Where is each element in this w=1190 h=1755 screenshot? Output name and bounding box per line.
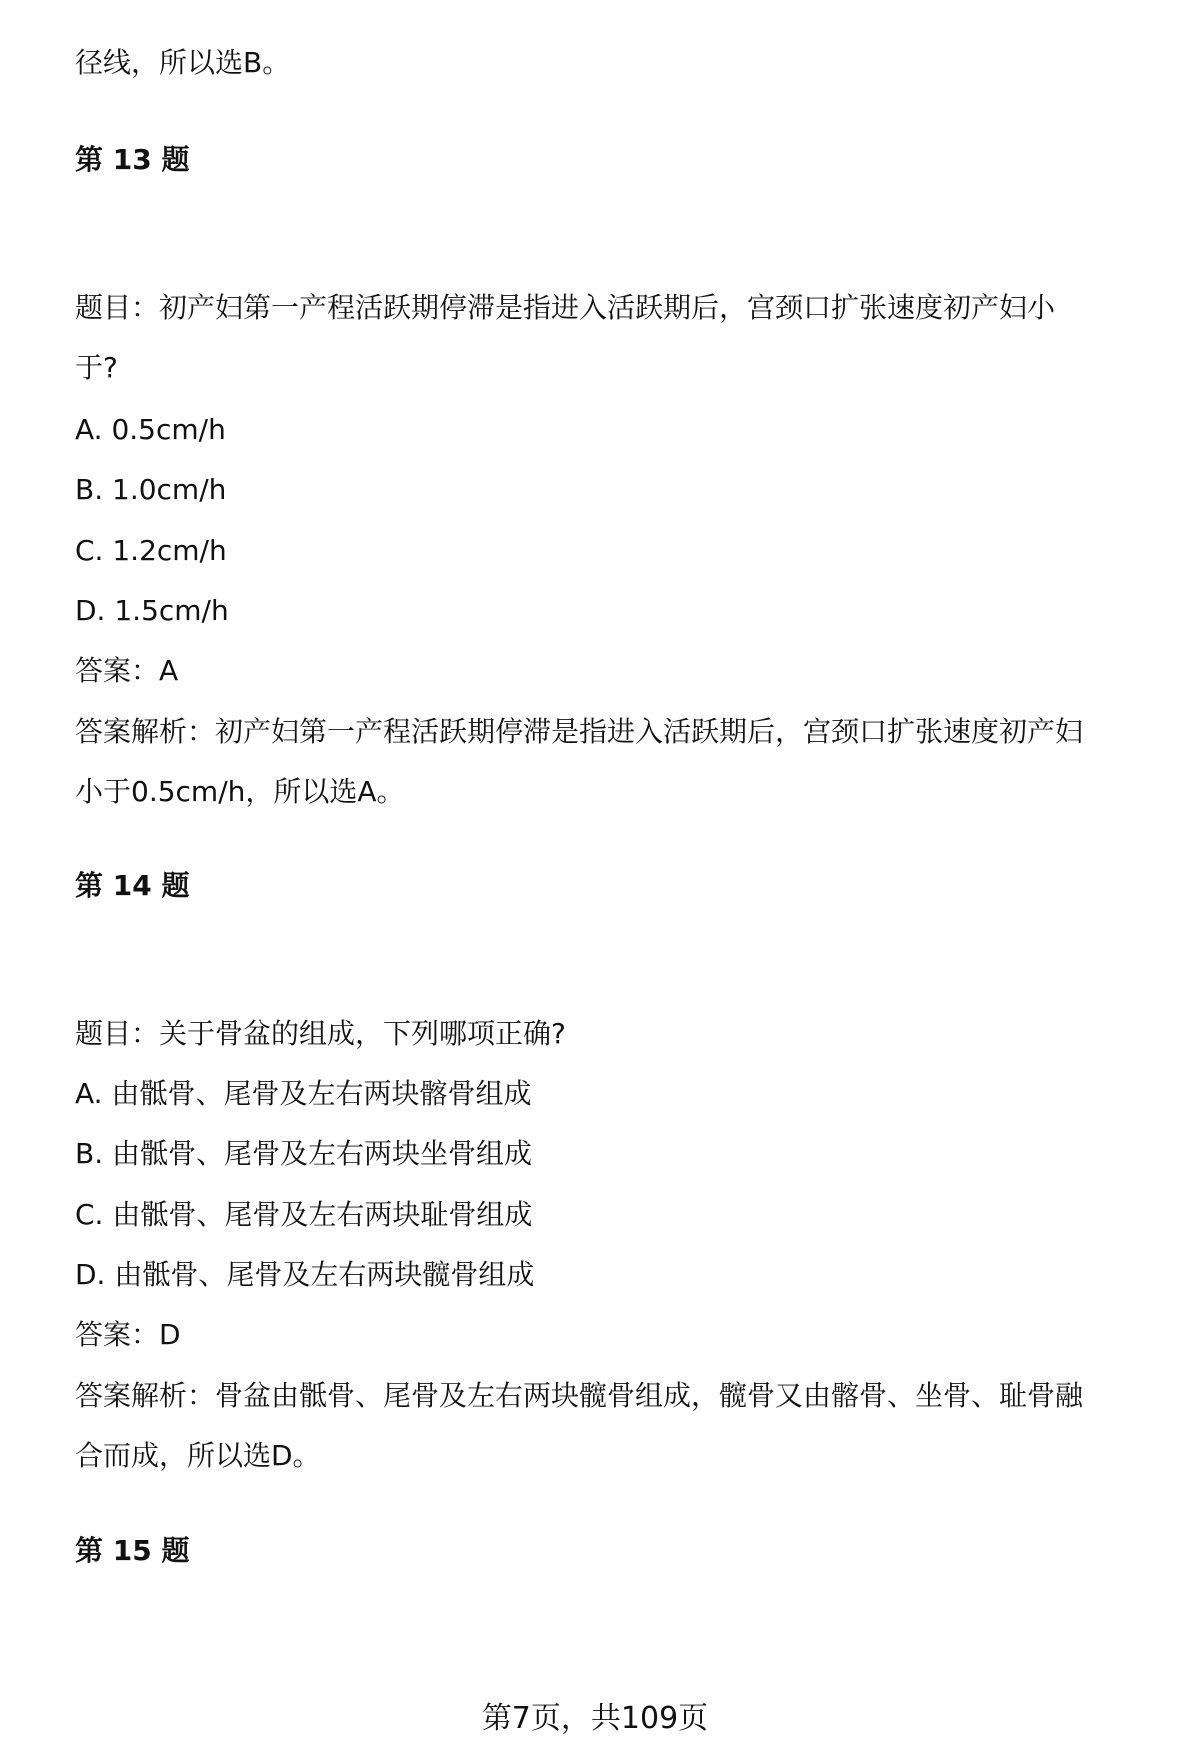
question-13-answer: 答案：A — [75, 654, 179, 687]
question-13-analysis-line-2: 小于0.5cm/h，所以选A。 — [75, 775, 405, 808]
previous-analysis-continuation: 径线，所以选B。 — [75, 46, 291, 79]
question-13-analysis-line-1: 答案解析：初产妇第一产程活跃期停滞是指进入活跃期后，宫颈口扩张速度初产妇 — [75, 715, 1084, 748]
question-14-answer: 答案：D — [75, 1318, 181, 1351]
question-13-option-a: A. 0.5cm/h — [75, 413, 226, 446]
question-13-option-c: C. 1.2cm/h — [75, 534, 227, 567]
question-13-stem-line-2: 于? — [75, 351, 118, 384]
question-14-option-a: A. 由骶骨、尾骨及左右两块髂骨组成 — [75, 1077, 532, 1110]
question-14-option-c: C. 由骶骨、尾骨及左右两块耻骨组成 — [75, 1198, 533, 1231]
question-15-heading: 第 15 题 — [75, 1534, 190, 1567]
page-number-footer: 第7页，共109页 — [481, 1701, 709, 1736]
question-14-option-b: B. 由骶骨、尾骨及左右两块坐骨组成 — [75, 1137, 533, 1170]
question-13-option-d: D. 1.5cm/h — [75, 594, 229, 627]
question-14-heading: 第 14 题 — [75, 869, 190, 902]
question-14-option-d: D. 由骶骨、尾骨及左右两块髋骨组成 — [75, 1258, 535, 1291]
question-14-analysis-line-2: 合而成，所以选D。 — [75, 1439, 321, 1472]
question-13-option-b: B. 1.0cm/h — [75, 473, 227, 506]
question-14-analysis-line-1: 答案解析：骨盆由骶骨、尾骨及左右两块髋骨组成，髋骨又由髂骨、坐骨、耻骨融 — [75, 1379, 1084, 1412]
question-14-stem-line-1: 题目：关于骨盆的组成，下列哪项正确? — [75, 1017, 566, 1050]
question-13-stem-line-1: 题目：初产妇第一产程活跃期停滞是指进入活跃期后，宫颈口扩张速度初产妇小 — [75, 291, 1056, 324]
question-13-heading: 第 13 题 — [75, 143, 190, 176]
